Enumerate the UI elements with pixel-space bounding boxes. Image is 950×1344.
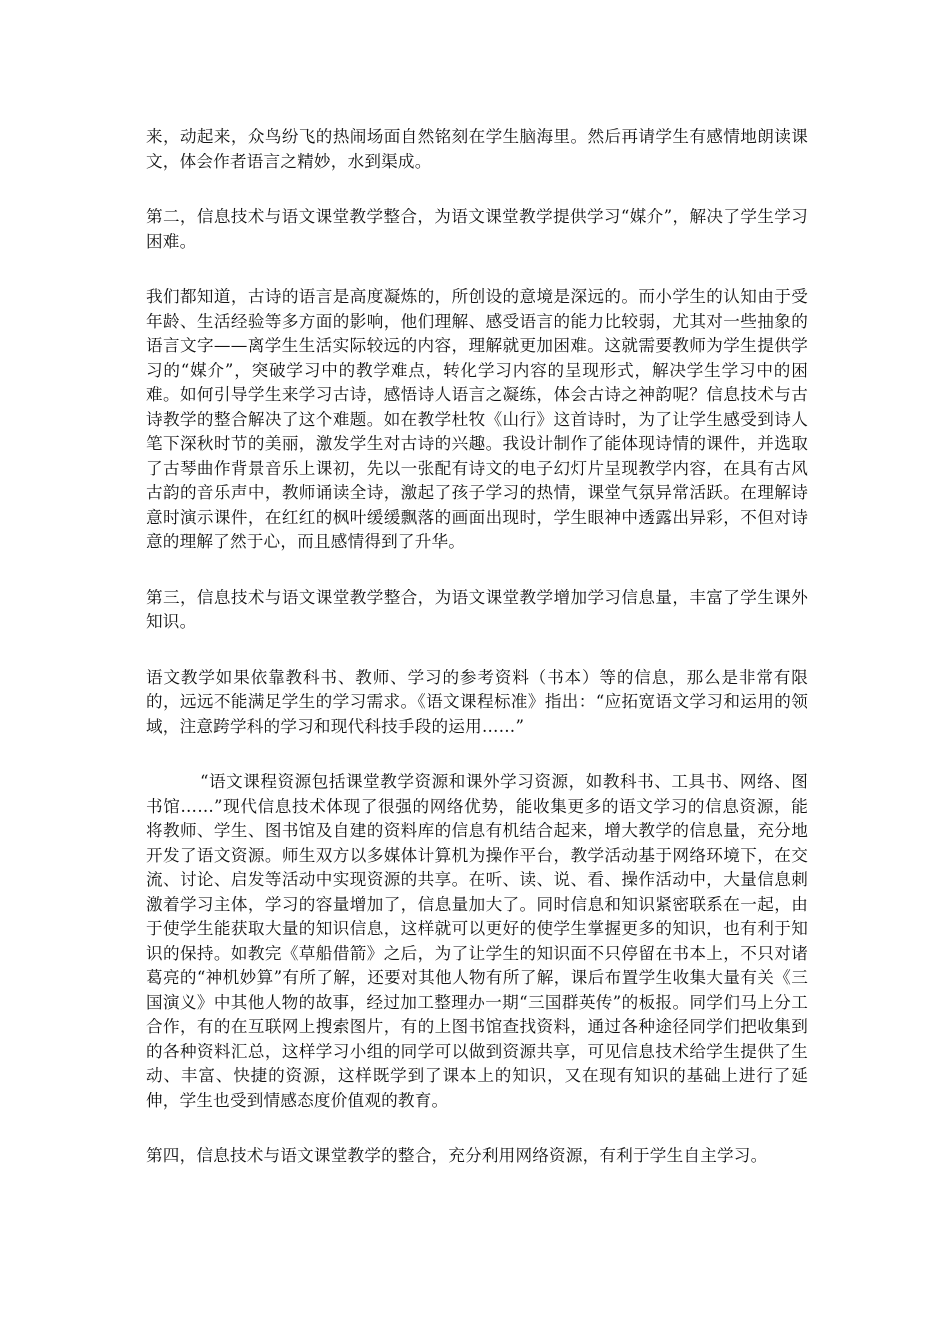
paragraph-ancient-poetry: 我们都知道，古诗的语言是高度凝炼的，所创设的意境是深远的。而小学生的认知由于受年龄、生活经验等多方面的影响，他们理解、感受语言的能力比较弱，尤其对一些抽象的语言文字——离学生生活实际较远的内容，理解就更加困难。这就需要教师为学生提供学习的“媒介”，突破学习中的教学难点，转化学习内容的呈现形式，解决学生学习中的困难。如何引导学生来学习古诗，感悟诗人语言之凝练，体会古诗之神韵呢？信息技术与古诗教学的整合解决了这个难题。如在教学杜牧《山行》这首诗时，为了让学生感受到诗人笔下深秋时节的美丽，激发学生对古诗的兴趣。我设计制作了能体现诗情的课件，并选取了古琴曲作背景音乐上课初，先以一张配有诗文的电子幻灯片呈现教学内容，在具有古风古韵的音乐声中，教师诵读全诗，激起了孩子学习的热情，课堂气氛异常活跃。在理解诗意时演示课件，在红红的枫叶缓缓飘落的画面出现时，学生眼神中透露出异彩，不但对诗意的理解了然于心，而且感情得到了升华。: [146, 287, 808, 551]
paragraph-point-four-heading: 第四，信息技术与语文课堂教学的整合，充分利用网络资源，有利于学生自主学习。: [146, 1146, 768, 1165]
paragraph-point-two-heading: 第二，信息技术与语文课堂教学整合，为语文课堂教学提供学习“媒介”，解决了学生学习困难。: [146, 207, 808, 251]
paragraph-intro-continuation: 来，动起来，众鸟纷飞的热闹场面自然铭刻在学生脑海里。然后再请学生有感情地朗读课文，体会作者语言之精妙，水到渠成。: [146, 127, 808, 171]
document-body: [146, 125, 808, 1169]
paragraph-network-resources: “语文课程资源包括课堂教学资源和课外学习资源，如教科书、工具书、网络、图书馆……”现代信息技术体现了很强的网络优势，能收集更多的语文学习的信息资源，能将教师、学生、图书馆及自建的资料库的信息有机结合起来，增大教学的信息量，充分地开发了语文资源。师生双方以多媒体计算机为操作平台，教学活动基于网络环境下，在交流、讨论、启发等活动中实现资源的共享。在听、读、说、看、操作活动中，大量信息刺激着学习主体，学习的容量增加了，信息量加大了。同时信息和知识紧密联系在一起，由于使学生能获取大量的知识信息，这样就可以更好的使学生掌握更多的知识，也有利于知识的保持。如教完《草船借箭》之后，为了让学生的知识面不只停留在书本上，不只对诸葛亮的“神机妙算”有所了解，还要对其他人物有所了解，课后布置学生收集大量有关《三国演义》中其他人物的故事，经过加工整理办一期“三国群英传”的板报。同学们马上分工合作，有的在互联网上搜索图片，有的上图书馆查找资料，通过各种途径同学们把收集到的各种资料汇总，这样学习小组的同学可以做到资源共享，可见信息技术给学生提供了生动、丰富、快捷的资源，这样既学到了课本上的知识，又在现有知识的基础上进行了延伸，学生也受到情感态度价值观的教育。: [146, 772, 808, 1110]
paragraph-curriculum-standard: 语文教学如果依靠教科书、教师、学习的参考资料（书本）等的信息，那么是非常有限的，远远不能满足学生的学习需求。《语文课程标准》指出：“应拓宽语文学习和运用的领域，注意跨学科的学习和现代科技手段的运用……”: [146, 667, 808, 736]
paragraph-point-three-heading: 第三，信息技术与语文课堂教学整合，为语文课堂教学增加学习信息量，丰富了学生课外知识。: [146, 587, 808, 631]
